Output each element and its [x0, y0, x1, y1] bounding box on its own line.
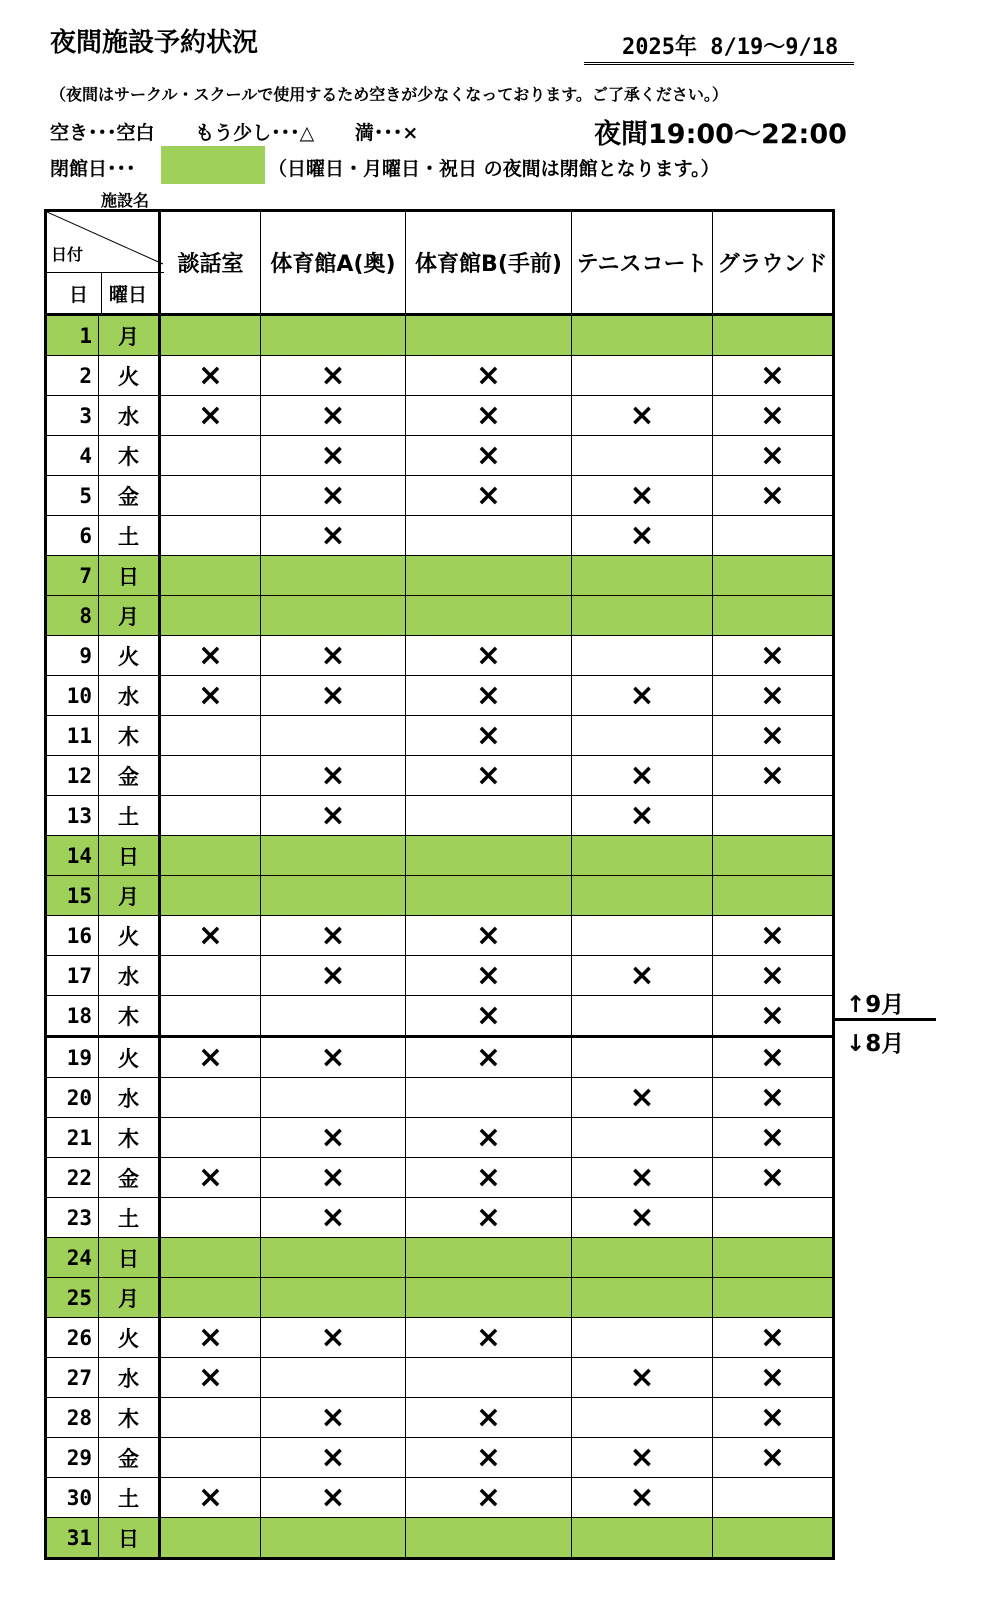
availability-cell — [572, 315, 713, 356]
availability-cell — [261, 996, 406, 1037]
table-row — [46, 356, 834, 396]
day-cell: 12 — [46, 756, 99, 796]
availability-cell — [261, 1238, 406, 1278]
availability-cell — [160, 436, 261, 476]
availability-cell — [572, 996, 713, 1037]
weekday-cell: 月 — [99, 596, 160, 636]
availability-cell: × — [406, 1398, 572, 1438]
table-row — [46, 996, 834, 1037]
availability-cell — [572, 556, 713, 596]
weekday-cell: 木 — [99, 436, 160, 476]
availability-cell: × — [572, 796, 713, 836]
day-caption: 日 — [69, 284, 89, 306]
availability-cell — [406, 836, 572, 876]
table-row — [46, 716, 834, 756]
availability-cell: × — [406, 676, 572, 716]
day-cell: 17 — [46, 956, 99, 996]
availability-cell: × — [406, 636, 572, 676]
availability-cell: × — [261, 1198, 406, 1238]
availability-cell: × — [406, 396, 572, 436]
availability-cell — [406, 1238, 572, 1278]
closed-day-swatch — [161, 146, 265, 184]
month-marker-lower: ↓8月 — [846, 1031, 905, 1057]
table-row — [46, 1478, 834, 1518]
day-cell: 13 — [46, 796, 99, 836]
day-cell: 19 — [46, 1037, 99, 1078]
closed-day-label: 閉館日･･･ — [50, 158, 136, 180]
availability-cell: × — [261, 636, 406, 676]
availability-cell: × — [160, 1358, 261, 1398]
day-cell: 31 — [46, 1518, 99, 1559]
availability-cell: × — [261, 1118, 406, 1158]
day-cell: 23 — [46, 1198, 99, 1238]
availability-cell: × — [713, 1118, 834, 1158]
table-row — [46, 836, 834, 876]
availability-cell — [160, 1278, 261, 1318]
facility-caption: 施設名 — [101, 191, 150, 210]
availability-cell — [160, 1198, 261, 1238]
table-row — [46, 876, 834, 916]
availability-cell: × — [406, 1198, 572, 1238]
availability-cell: × — [572, 956, 713, 996]
availability-cell: × — [713, 396, 834, 436]
availability-cell — [572, 836, 713, 876]
weekday-cell: 金 — [99, 1158, 160, 1198]
availability-cell — [713, 596, 834, 636]
availability-cell: × — [406, 436, 572, 476]
weekday-cell: 金 — [99, 476, 160, 516]
availability-cell — [261, 1078, 406, 1118]
table-row — [46, 1318, 834, 1358]
availability-cell — [261, 836, 406, 876]
availability-cell: × — [713, 436, 834, 476]
availability-cell: × — [713, 1398, 834, 1438]
availability-cell: × — [261, 1158, 406, 1198]
table-row — [46, 436, 834, 476]
availability-cell — [160, 996, 261, 1037]
availability-cell — [261, 1358, 406, 1398]
closed-day-note: （日曜日・月曜日・祝日 の夜間は閉館となります。） — [268, 158, 720, 180]
day-cell: 15 — [46, 876, 99, 916]
availability-cell — [160, 1438, 261, 1478]
availability-cell — [713, 315, 834, 356]
day-cell: 4 — [46, 436, 99, 476]
weekday-cell: 土 — [99, 796, 160, 836]
weekday-cell: 土 — [99, 1478, 160, 1518]
day-cell: 28 — [46, 1398, 99, 1438]
day-cell: 8 — [46, 596, 99, 636]
availability-cell — [261, 1518, 406, 1559]
availability-cell — [160, 756, 261, 796]
availability-cell: × — [572, 1078, 713, 1118]
availability-cell — [160, 1398, 261, 1438]
table-row — [46, 315, 834, 356]
availability-cell — [713, 1238, 834, 1278]
availability-cell: × — [713, 1078, 834, 1118]
availability-cell — [160, 596, 261, 636]
availability-cell: × — [713, 1158, 834, 1198]
availability-cell: × — [406, 1158, 572, 1198]
availability-cell — [406, 796, 572, 836]
table-row — [46, 516, 834, 556]
facility-header: グラウンド — [713, 211, 834, 315]
availability-cell: × — [261, 436, 406, 476]
table-row — [46, 1438, 834, 1478]
availability-cell: × — [572, 756, 713, 796]
availability-cell — [261, 596, 406, 636]
availability-cell — [572, 1398, 713, 1438]
table-row — [46, 1358, 834, 1398]
facility-header: 談話室 — [160, 211, 261, 315]
day-cell: 7 — [46, 556, 99, 596]
availability-cell: × — [406, 756, 572, 796]
availability-cell — [160, 796, 261, 836]
availability-cell — [160, 1118, 261, 1158]
reservation-table — [44, 209, 835, 1560]
day-cell: 1 — [46, 315, 99, 356]
availability-cell: × — [261, 916, 406, 956]
availability-cell — [572, 1238, 713, 1278]
availability-cell: × — [713, 716, 834, 756]
weekday-cell: 日 — [99, 1238, 160, 1278]
weekday-cell: 月 — [99, 315, 160, 356]
weekday-cell: 木 — [99, 716, 160, 756]
availability-cell: × — [160, 1318, 261, 1358]
availability-cell — [261, 556, 406, 596]
day-cell: 21 — [46, 1118, 99, 1158]
table-row — [46, 1198, 834, 1238]
availability-cell — [713, 1518, 834, 1559]
availability-cell — [160, 476, 261, 516]
table-row — [46, 1078, 834, 1118]
availability-cell — [713, 516, 834, 556]
availability-cell — [572, 1037, 713, 1078]
availability-cell — [713, 1278, 834, 1318]
availability-cell: × — [406, 716, 572, 756]
availability-cell: × — [572, 1158, 713, 1198]
facility-header: 体育館A(奥) — [261, 211, 406, 315]
availability-cell: × — [160, 1478, 261, 1518]
availability-cell: × — [713, 676, 834, 716]
table-row — [46, 1118, 834, 1158]
night-hours: 夜間19:00～22:00 — [594, 119, 847, 150]
availability-cell — [160, 1078, 261, 1118]
weekday-cell: 金 — [99, 1438, 160, 1478]
availability-cell — [713, 1478, 834, 1518]
availability-cell: × — [406, 476, 572, 516]
availability-cell: × — [261, 676, 406, 716]
availability-cell: × — [572, 476, 713, 516]
weekday-cell: 火 — [99, 916, 160, 956]
legend — [50, 118, 452, 145]
availability-cell: × — [713, 996, 834, 1037]
table-row — [46, 956, 834, 996]
availability-cell: × — [406, 1318, 572, 1358]
availability-cell: × — [572, 1198, 713, 1238]
table-row — [46, 596, 834, 636]
availability-cell — [160, 315, 261, 356]
availability-cell — [572, 916, 713, 956]
availability-cell — [713, 1198, 834, 1238]
weekday-cell: 水 — [99, 956, 160, 996]
page-title: 夜間施設予約状況 — [50, 28, 259, 58]
table-row — [46, 1518, 834, 1559]
weekday-cell: 火 — [99, 1318, 160, 1358]
availability-cell: × — [406, 1118, 572, 1158]
availability-cell: × — [261, 756, 406, 796]
table-row — [46, 676, 834, 716]
availability-cell — [572, 436, 713, 476]
availability-cell: × — [160, 1158, 261, 1198]
usage-note: （夜間はサークル・スクールで使用するため空きが少なくなっております。ご了承ください。） — [50, 85, 728, 104]
availability-cell — [713, 836, 834, 876]
availability-cell: × — [261, 356, 406, 396]
availability-cell: × — [406, 1438, 572, 1478]
availability-cell — [406, 1078, 572, 1118]
availability-cell — [160, 836, 261, 876]
availability-cell: × — [713, 476, 834, 516]
availability-cell — [160, 516, 261, 556]
availability-cell: × — [261, 1438, 406, 1478]
availability-cell: × — [261, 1398, 406, 1438]
availability-cell: × — [261, 956, 406, 996]
availability-cell — [713, 556, 834, 596]
weekday-cell: 日 — [99, 556, 160, 596]
availability-cell: × — [572, 676, 713, 716]
availability-cell: × — [261, 1318, 406, 1358]
weekday-cell: 水 — [99, 1078, 160, 1118]
availability-cell: × — [572, 516, 713, 556]
availability-cell — [160, 876, 261, 916]
weekday-cell: 火 — [99, 356, 160, 396]
availability-cell — [406, 516, 572, 556]
availability-cell: × — [160, 396, 261, 436]
availability-cell: × — [406, 916, 572, 956]
table-row — [46, 756, 834, 796]
day-cell: 25 — [46, 1278, 99, 1318]
day-cell: 14 — [46, 836, 99, 876]
availability-cell: × — [261, 396, 406, 436]
day-cell: 24 — [46, 1238, 99, 1278]
availability-cell: × — [261, 1037, 406, 1078]
weekday-cell: 土 — [99, 1198, 160, 1238]
table-row — [46, 396, 834, 436]
table-row — [46, 556, 834, 596]
day-cell: 2 — [46, 356, 99, 396]
table-body — [46, 315, 834, 1559]
day-cell: 29 — [46, 1438, 99, 1478]
weekday-cell: 日 — [99, 1518, 160, 1559]
day-cell: 22 — [46, 1158, 99, 1198]
day-cell: 27 — [46, 1358, 99, 1398]
weekday-cell: 日 — [99, 836, 160, 876]
availability-cell — [261, 876, 406, 916]
weekday-cell: 水 — [99, 676, 160, 716]
availability-cell: × — [713, 756, 834, 796]
legend-available: 空き･･･空白 — [50, 122, 155, 144]
day-cell: 9 — [46, 636, 99, 676]
month-marker-upper: ↑9月 — [846, 992, 905, 1018]
availability-cell — [406, 1358, 572, 1398]
table-row — [46, 1398, 834, 1438]
availability-cell: × — [406, 996, 572, 1037]
day-cell: 5 — [46, 476, 99, 516]
availability-cell — [160, 1238, 261, 1278]
availability-cell: × — [160, 356, 261, 396]
availability-cell: × — [160, 676, 261, 716]
weekday-cell: 水 — [99, 1358, 160, 1398]
day-cell: 10 — [46, 676, 99, 716]
weekday-cell: 月 — [99, 1278, 160, 1318]
table-row — [46, 1158, 834, 1198]
availability-cell — [572, 596, 713, 636]
availability-cell — [713, 876, 834, 916]
availability-cell — [261, 716, 406, 756]
table-row — [46, 636, 834, 676]
availability-cell — [406, 315, 572, 356]
availability-cell: × — [406, 1478, 572, 1518]
availability-cell: × — [261, 1478, 406, 1518]
day-cell: 30 — [46, 1478, 99, 1518]
availability-cell — [572, 1518, 713, 1559]
availability-cell: × — [261, 516, 406, 556]
date-caption: 日付 — [51, 245, 84, 264]
facility-header: 体育館B(手前) — [406, 211, 572, 315]
availability-cell — [572, 636, 713, 676]
facility-header: テニスコート — [572, 211, 713, 315]
day-cell: 26 — [46, 1318, 99, 1358]
availability-cell: × — [572, 1478, 713, 1518]
table-row — [46, 916, 834, 956]
availability-cell: × — [713, 636, 834, 676]
availability-cell: × — [713, 916, 834, 956]
weekday-cell: 金 — [99, 756, 160, 796]
availability-cell: × — [713, 1358, 834, 1398]
availability-cell — [261, 315, 406, 356]
availability-cell — [713, 796, 834, 836]
weekday-cell: 火 — [99, 636, 160, 676]
weekday-cell: 木 — [99, 996, 160, 1037]
availability-cell: × — [713, 1318, 834, 1358]
availability-cell: × — [572, 396, 713, 436]
availability-cell — [261, 1278, 406, 1318]
corner-header — [46, 211, 160, 315]
availability-cell: × — [160, 636, 261, 676]
table-row — [46, 476, 834, 516]
availability-cell: × — [713, 356, 834, 396]
day-cell: 16 — [46, 916, 99, 956]
day-cell: 20 — [46, 1078, 99, 1118]
availability-cell: × — [406, 956, 572, 996]
availability-cell: × — [713, 956, 834, 996]
weekday-cell: 月 — [99, 876, 160, 916]
availability-cell: × — [713, 1438, 834, 1478]
availability-cell — [572, 1318, 713, 1358]
availability-cell — [572, 716, 713, 756]
availability-cell — [406, 876, 572, 916]
legend-few-left: もう少し･･･△ — [195, 122, 315, 144]
availability-cell: × — [261, 476, 406, 516]
availability-cell — [160, 556, 261, 596]
weekday-cell: 水 — [99, 396, 160, 436]
availability-cell: × — [261, 796, 406, 836]
weekday-cell: 土 — [99, 516, 160, 556]
weekday-cell: 木 — [99, 1398, 160, 1438]
availability-cell — [160, 1518, 261, 1559]
table-row — [46, 1037, 834, 1078]
availability-cell — [406, 596, 572, 636]
day-cell: 6 — [46, 516, 99, 556]
table-row — [46, 796, 834, 836]
availability-cell — [406, 556, 572, 596]
availability-cell: × — [572, 1438, 713, 1478]
availability-cell — [160, 716, 261, 756]
weekday-cell: 木 — [99, 1118, 160, 1158]
availability-cell — [406, 1278, 572, 1318]
availability-cell: × — [406, 1037, 572, 1078]
availability-cell — [160, 956, 261, 996]
weekday-cell: 火 — [99, 1037, 160, 1078]
weekday-caption: 曜日 — [109, 284, 148, 306]
availability-cell — [572, 876, 713, 916]
date-range: 2025年 8/19～9/18 — [584, 30, 854, 65]
availability-cell — [572, 1118, 713, 1158]
legend-full: 満･･･× — [354, 122, 419, 144]
availability-cell — [406, 1518, 572, 1559]
table-header-row — [46, 211, 834, 315]
availability-cell: × — [713, 1037, 834, 1078]
availability-cell: × — [160, 1037, 261, 1078]
availability-cell: × — [572, 1358, 713, 1398]
availability-cell: × — [406, 356, 572, 396]
availability-cell: × — [160, 916, 261, 956]
day-cell: 3 — [46, 396, 99, 436]
availability-cell — [572, 1278, 713, 1318]
table-row — [46, 1238, 834, 1278]
table-row — [46, 1278, 834, 1318]
availability-cell — [572, 356, 713, 396]
day-cell: 11 — [46, 716, 99, 756]
day-cell: 18 — [46, 996, 99, 1037]
